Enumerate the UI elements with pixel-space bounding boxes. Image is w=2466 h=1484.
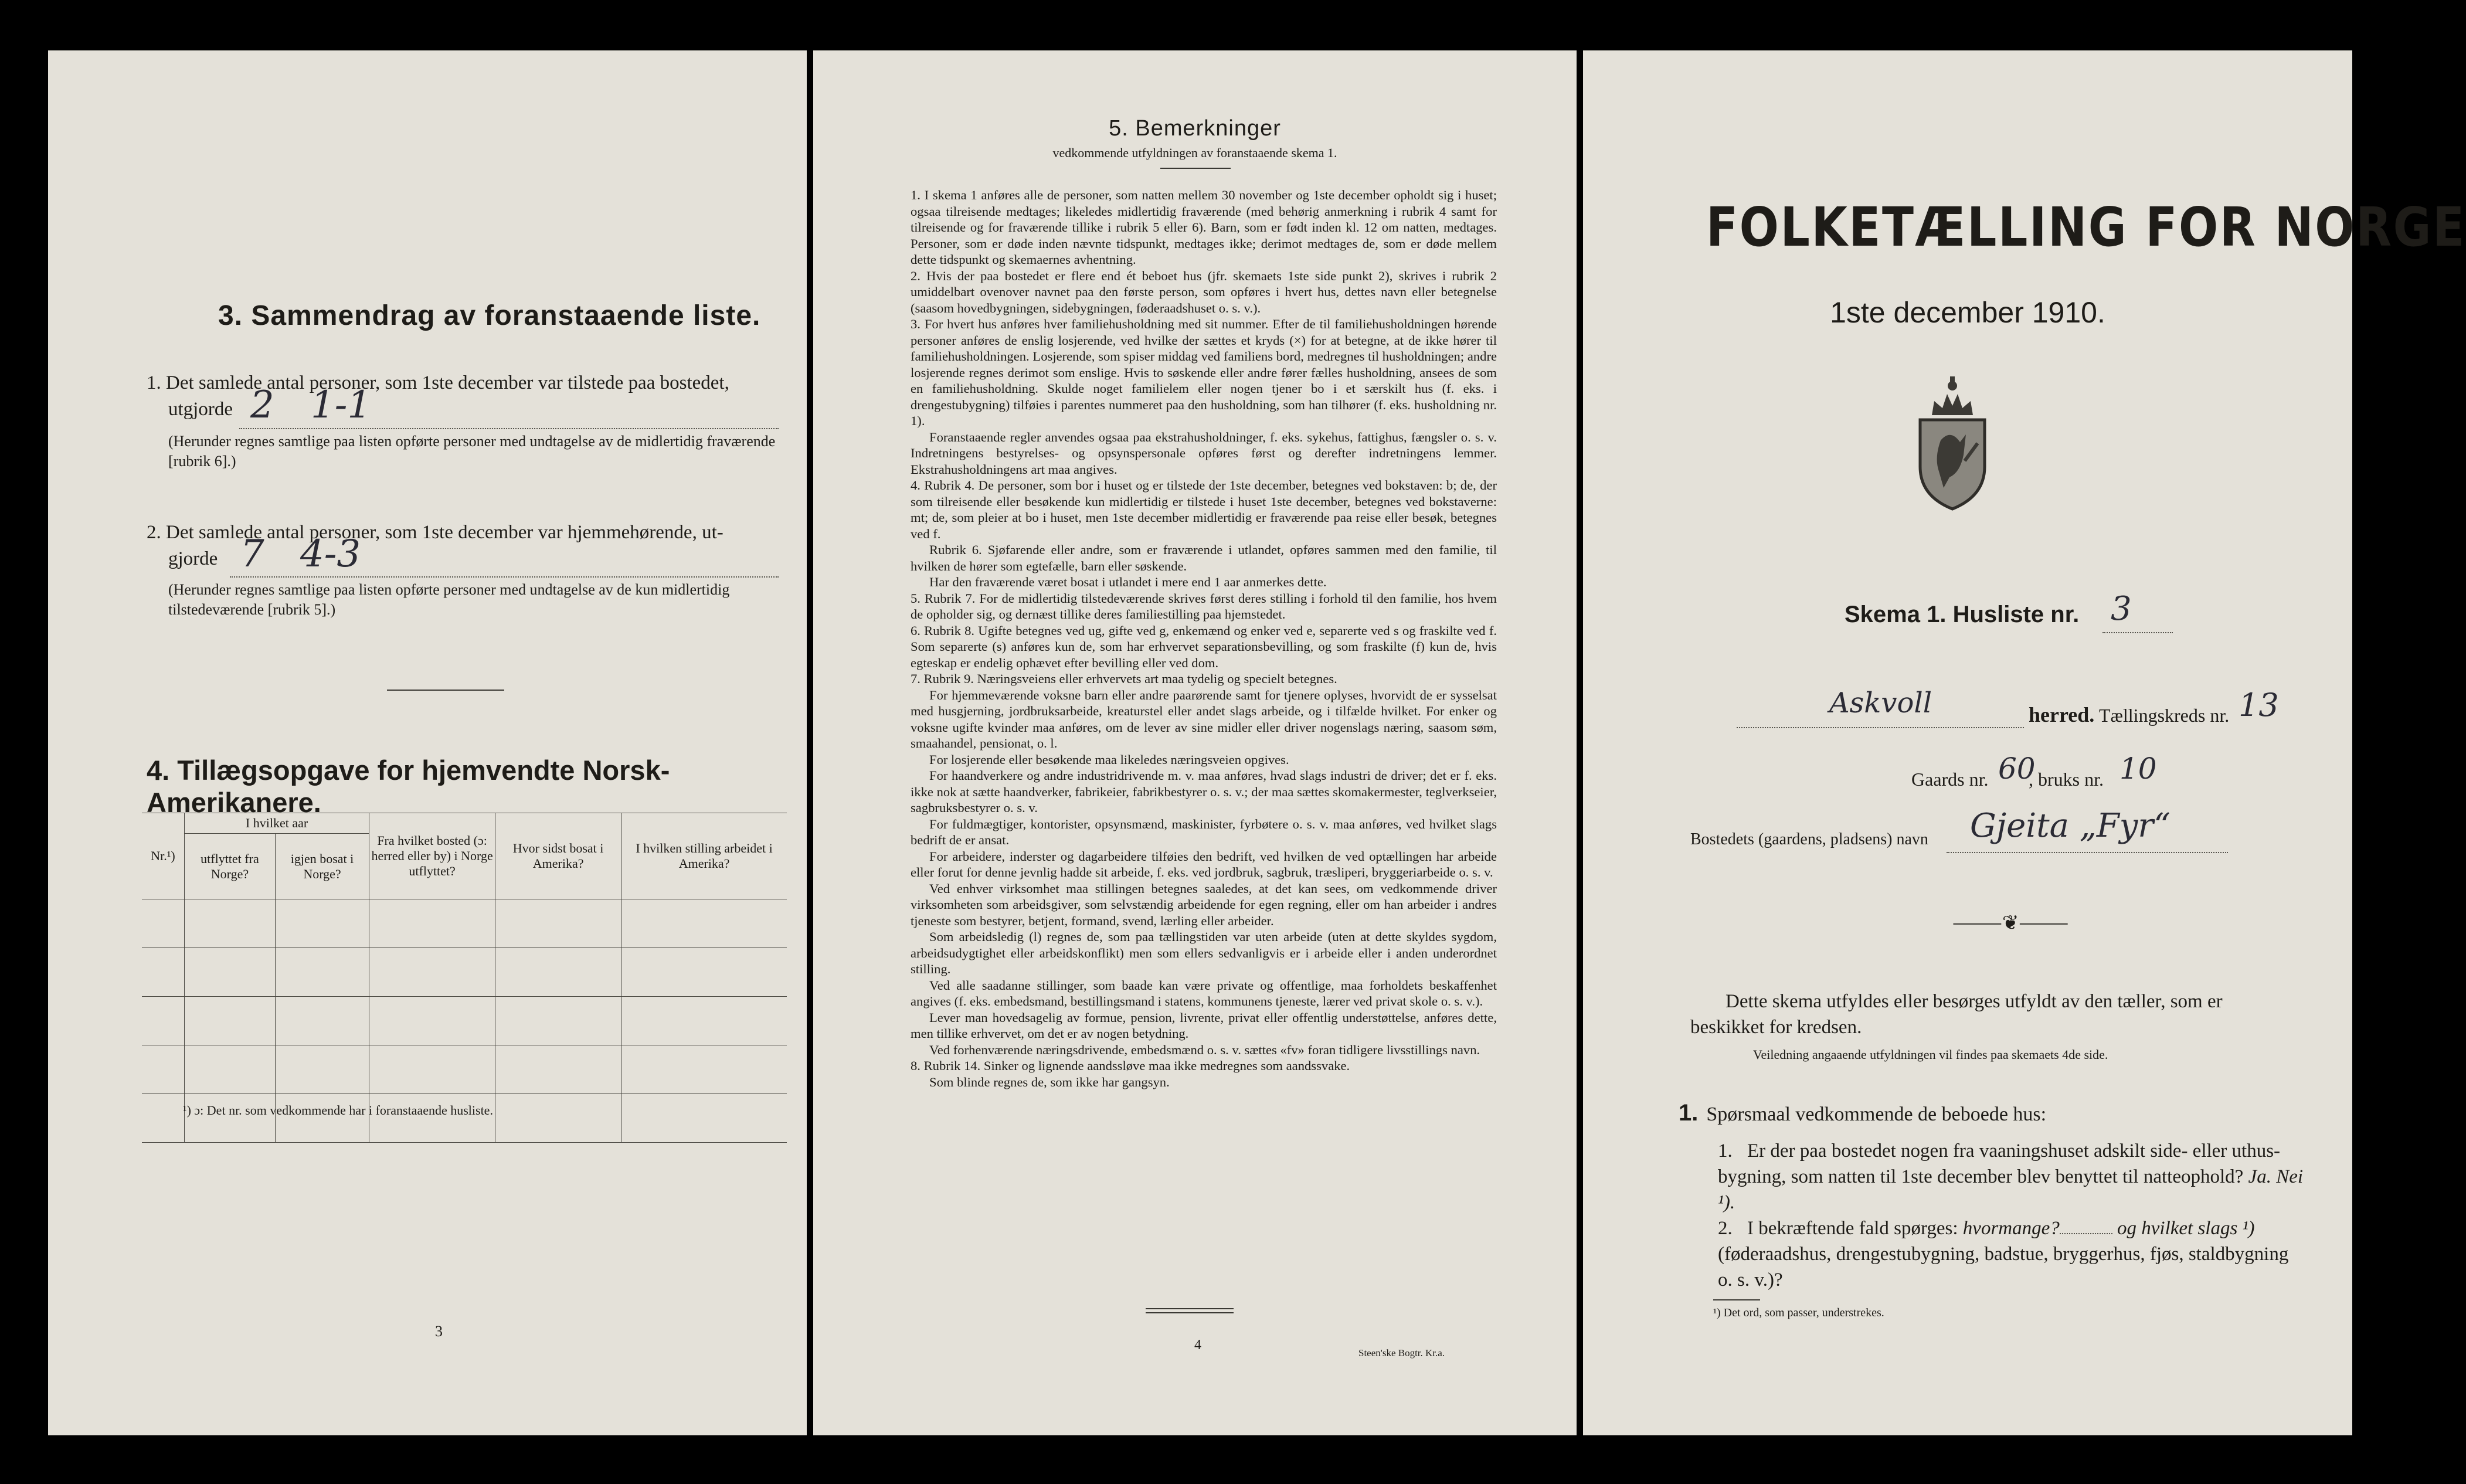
col-igjen-bosat: igjen bosat i Norge?: [275, 834, 369, 899]
coat-of-arms-icon: [1908, 373, 1996, 514]
bruks-handwritten: 10: [2119, 752, 2157, 786]
question-1-2-hvilket-slags: og hvilket slags ¹): [2117, 1218, 2255, 1239]
herred-handwritten: Askvoll: [1829, 687, 1932, 719]
remark-paragraph: Ved enhver virksomhet maa stillingen betegnes saaledes, at det kan sees, om vedkommende driver virksomheten som arbeidsgiver, som selvstændig arbeidende for egen regning, eller om han arbeider i andres tjeneste som bestyrer, betjent, formand, svend, lærling eller arbeider.: [911, 881, 1497, 928]
col-fra-bosted: Fra hvilket bosted (ɔ: herred eller by) i Norge utflyttet?: [369, 813, 495, 899]
question-1-heading: 1. Spørsmaal vedkommende de beboede hus:: [1679, 1100, 2047, 1126]
bosted-handwritten: Gjeita „Fyr“: [1970, 807, 2171, 845]
bruks-label: , bruks nr.: [2029, 769, 2104, 790]
remark-paragraph: For hjemmeværende voksne barn eller andre paarørende samt for tjenere oplyses, hvorvidt de er sysselsat med husgjerning, jordbruksarbeide, kreaturstel eller andet slags arbeide, og i tilfælde hvilket. For enker og voksne ugifte kvinder maa anføres, om de lever av sine midler eller driver nogenslags næring, saasom søm, smaahandel, pensionat, o. l.: [911, 687, 1497, 751]
census-date: 1ste december 1910.: [1830, 296, 2105, 329]
husliste-fill-line: [2102, 631, 2173, 633]
table-footnote: ¹) ɔ: Det nr. som vedkommende har i foranstaaende husliste.: [183, 1103, 493, 1118]
remark-paragraph: For losjerende eller besøkende maa likeledes næringsveien opgives.: [929, 752, 1289, 767]
remark-paragraph: Har den fraværende været bosat i utlandet i mere end 1 aar anmerkes dette.: [929, 575, 1327, 589]
remark-paragraph: 3. For hvert hus anføres hver familiehusholdning med sit nummer. Efter de til familiehusholdningen hørende personer anføres de enslig losjerende, ved hvilke der sættes et kryds (×) for at betegne, at de ikke hører til familiehusholdningen. Losjerende, som spiser middag ved familiens bord, medregnes til husholdningen; andre losjerende regnes derimot som enslige. Hvis to søskende eller andre fører fælles husholdning, ansees de som en familiehusholdning. Skulde noget familielem eller nogen tjener bo i et særskilt hus (f. eks. i drengestubygning) tilføies i parentes nummeret paa den husholdning, som han tilhører (f. eks. husholdning nr. 1).: [911, 317, 1497, 428]
question-1-2-hvormange: hvormange?: [1962, 1218, 2060, 1239]
section3-heading: 3. Sammendrag av foranstaaende liste.: [218, 300, 761, 331]
col-nr: Nr.¹): [142, 813, 185, 899]
remark-paragraph: 6. Rubrik 8. Ugifte betegnes ved ug, gifte ved g, enkemænd og enker ved e, separerte ved s og fraskilte ved f. Som separerte (s) anføres kun de, som har erhvervet separationsbevilling, og som fraskilte (f) kun de, hvis egteskap er endelig ophævet efter bevilling eller ved dom.: [911, 623, 1497, 670]
ornament-divider: ⸻❦⸻: [1952, 912, 2069, 934]
gaards-label: Gaards nr.: [1911, 769, 1989, 790]
remark-paragraph: Som blinde regnes de, som ikke har gangsyn.: [929, 1074, 1170, 1089]
remark-paragraph: 1. I skema 1 anføres alle de personer, som natten mellem 30 november og 1ste december opholdt sig i huset; ogsaa tilreisende medtages; likeledes midlertidig fraværende (med behørig anmerkning i rubrik 4 samt for tilreisende og for fraværende tillike i rubrik 5 eller 6). Barn, som er født inden kl. 12 om natten, medtages. Personer, som er døde inden nævnte tidspunkt, medtages ikke; derimot medtages de, som er døde mellem dette tidspunkt og skemaernes avhentning.: [911, 188, 1497, 267]
bosted-fill-line: [1947, 851, 2228, 853]
closing-rule-2: [1146, 1312, 1234, 1313]
item1-fill-line: [239, 427, 779, 429]
document-title: FOLKETÆLLING FOR NORGE: [1706, 196, 2466, 259]
table-row: [142, 1045, 787, 1094]
footnote: ¹) Det ord, som passer, understrekes.: [1713, 1306, 1884, 1319]
remark-paragraph: Lever man hovedsagelig av formue, pension, livrente, privat eller offentlig understøttelse, anføres dette, men tillike erhvervet, om det er av nogen betydning.: [911, 1010, 1497, 1041]
right-page: [1583, 50, 2466, 1435]
item1-handwritten-split: 1-1: [311, 383, 372, 427]
left-page: [48, 50, 807, 1435]
table-row: [142, 948, 787, 997]
item2-handwritten-total: 7: [240, 532, 264, 576]
bosted-label: Bostedets (gaardens, pladsens) navn: [1690, 830, 1928, 848]
remark-paragraph: Ved alle saadanne stillinger, som baade kan være private og offentlige, maa forholdets beskaffenhet angives (f. eks. embedsmand, bestillingsmand i statens, kommunens tjeneste, lærer ved privat skole o. s. v.).: [911, 977, 1497, 1008]
remark-paragraph: For fuldmægtiger, kontorister, opsynsmænd, maskinister, fyrbøtere o. s. v. maa anføres, ved hvilket slags bedrift de er ansat.: [911, 816, 1497, 847]
remark-paragraph: Rubrik 6. Sjøfarende eller andre, som er fraværende i utlandet, opføres sammen med den familie, til hvilken de hører som egtefælle, barn eller søskende.: [911, 542, 1497, 573]
printer-imprint: Steen'ske Bogtr. Kr.a.: [1358, 1347, 1445, 1359]
question-1-1-text: Er der paa bostedet nogen fra vaaningshuset adskilt side- eller uthus-bygning, som natten til 1ste december blev benyttet til natteophold?: [1718, 1140, 2281, 1187]
remark-paragraph: For arbeidere, inderster og dagarbeidere tilføies den bedrift, ved hvilken de ved optællingen har arbeide eller forut for denne jevnlig hadde sit arbeide, f. eks. ved jordbruk, sagbruk, træsliperi, bryggeriarbeide o. s. v.: [911, 848, 1497, 879]
table-row: [142, 997, 787, 1045]
col-utflyttet: utflyttet fra Norge?: [185, 834, 276, 899]
section-divider: [387, 690, 504, 691]
middle-page: [813, 50, 1577, 1435]
question-1-2-start: I bekræftende fald spørges:: [1747, 1218, 1958, 1239]
remark-paragraph: 5. Rubrik 7. For de midlertidig tilstedeværende skrives først deres stilling i forhold til den familie, hos hvem de opholder sig, og dernæst tillike deres familiestilling paa hjemstedet.: [911, 590, 1497, 622]
question-1-heading-text: Spørsmaal vedkommende de beboede hus:: [1706, 1103, 2047, 1125]
item2-fill-line: [230, 575, 779, 578]
herred-label: herred.: [2029, 703, 2095, 726]
krets-handwritten: 13: [2239, 687, 2279, 724]
page-number: 3: [435, 1323, 443, 1340]
question-1-2-rest: (føderaadshus, drengestubygning, badstue, bryggerhus, fjøs, staldbygning o. s. v.)?: [1718, 1244, 2289, 1291]
question-1-1-answer: Ja. Nei ¹).: [1718, 1166, 2304, 1213]
remark-paragraph: Ved forhenværende næringsdrivende, embedsmænd o. s. v. sættes «fv» foran tidligere livsstillings navn.: [929, 1042, 1480, 1057]
remarks-body: [911, 187, 1497, 1090]
col-sidst-bosat: Hvor sidst bosat i Amerika?: [495, 813, 621, 899]
item1-prefix: utgjorde: [168, 399, 233, 420]
footnote-rule: [1713, 1299, 1760, 1300]
item1-handwritten-total: 2: [250, 383, 274, 427]
item1-note: (Herunder regnes samtlige paa listen opførte personer med undtagelse av de midlertidig fraværende [rubrik 6].): [168, 433, 776, 470]
norsk-amerikanere-table: [142, 813, 787, 1143]
veiledning-note: Veiledning angaaende utfyldningen vil findes paa skemaets 4de side.: [1753, 1047, 2108, 1062]
husliste-nr-handwritten: 3: [2111, 590, 2132, 628]
intro-text: Dette skema utfyldes eller besørges utfyldt av den tæller, som er beskikket for kredsen.: [1690, 991, 2223, 1038]
col-group-year: I hvilket aar: [185, 813, 369, 834]
item2-line: 2. Det samlede antal personer, som 1ste december var hjemmehørende, ut-: [147, 522, 724, 543]
herred-fill-line: [1737, 726, 2024, 728]
remarks-subheading: vedkommende utfyldningen av foranstaaende skema 1.: [1052, 145, 1337, 160]
remark-paragraph: 7. Rubrik 9. Næringsveiens eller erhvervets art maa tydelig og specielt betegnes.: [911, 671, 1337, 686]
remark-paragraph: Foranstaaende regler anvendes ogsaa paa ekstrahusholdninger, f. eks. sykehus, fattighus, fængsler o. s. v. Indretningens bestyrelses- og opsynspersonale opføres først og derefter indretningens lemmer. Ekstrahusholdningens art maa angives.: [911, 429, 1497, 477]
table-row: [142, 1094, 787, 1143]
table-row: [142, 899, 787, 948]
remark-paragraph: For haandverkere og andre industridrivende m. v. maa anføres, hvad slags industri de driver; det er f. eks. ikke nok at sætte haandverker, fabrikeier, fabrikbestyrer o. s. v.; der maa sættes skomakermester, teglverkseier, sagbruksbestyrer o. s. v.: [911, 768, 1497, 815]
heading-rule: [1160, 168, 1231, 169]
closing-rule-1: [1146, 1308, 1234, 1309]
remark-paragraph: 2. Hvis der paa bostedet er flere end ét beboet hus (jfr. skemaets 1ste side punkt 2), skrives i rubrik 2 umiddelbart ovenover navnet paa den første person, som opføres i hvert hus, dettes navn eller betegnelse (saasom hovedbygningen, sidebygningen, føderaadshuset o. s. v.).: [911, 268, 1497, 315]
item2-handwritten-split: 4-3: [300, 532, 361, 576]
col-stilling: I hvilken stilling arbeidet i Amerika?: [621, 813, 787, 899]
remark-paragraph: Som arbeidsledig (l) regnes de, som paa tællingstiden var uten arbeide (uten at dette skyldes sygdom, arbeidsudygtighet eller arbeidskonflikt) men som ellers sedvanligvis er i arbeide eller i anden underordnet stilling.: [911, 929, 1497, 976]
schema-label: Skema 1. Husliste nr.: [1845, 602, 2080, 627]
krets-label: Tællingskreds nr.: [2099, 705, 2230, 726]
item2-prefix: gjorde: [168, 548, 218, 569]
remark-paragraph: 4. Rubrik 4. De personer, som bor i huset og er tilstede der 1ste december, betegnes ved bokstaven: b; de, der som tilreisende eller besøkende kun midlertidig er tilstede i huset 1ste december, betegnes ved bokstaverne: mt; de, som pleier at bo i huset, men 1ste december midlertidig er fraværende paa reise eller besøk, betegnes ved f.: [911, 478, 1497, 541]
section4-heading: 4. Tillægsopgave for hjemvendte Norsk-Amerikanere.: [147, 755, 670, 818]
gaards-handwritten: 60: [1998, 752, 2036, 786]
remark-paragraph: 8. Rubrik 14. Sinker og lignende aandssløve maa ikke medregnes som aandssvake.: [911, 1058, 1350, 1073]
question-1-1: 1. Er der paa bostedet nogen fra vaaningshuset adskilt side- eller uthus-bygning, som natten til 1ste december blev benyttet til natteophold? Ja. Nei ¹).: [1718, 1140, 2304, 1213]
item1-line: 1. Det samlede antal personer, som 1ste december var tilstede paa bostedet,: [147, 372, 729, 393]
question-1-2: 2. I bekræftende fald spørges: hvormange? og hvilket slags ¹) (føderaadshus, drengestubygning, badstue, bryggerhus, fjøs, staldbygning o. s. v.)?: [1718, 1218, 2289, 1291]
item2-note: (Herunder regnes samtlige paa listen opførte personer med undtagelse av de kun midlertidig tilstedeværende [rubrik 5].): [168, 581, 730, 618]
page-number: 4: [1194, 1337, 1201, 1353]
remarks-heading: 5. Bemerkninger: [1109, 116, 1281, 141]
